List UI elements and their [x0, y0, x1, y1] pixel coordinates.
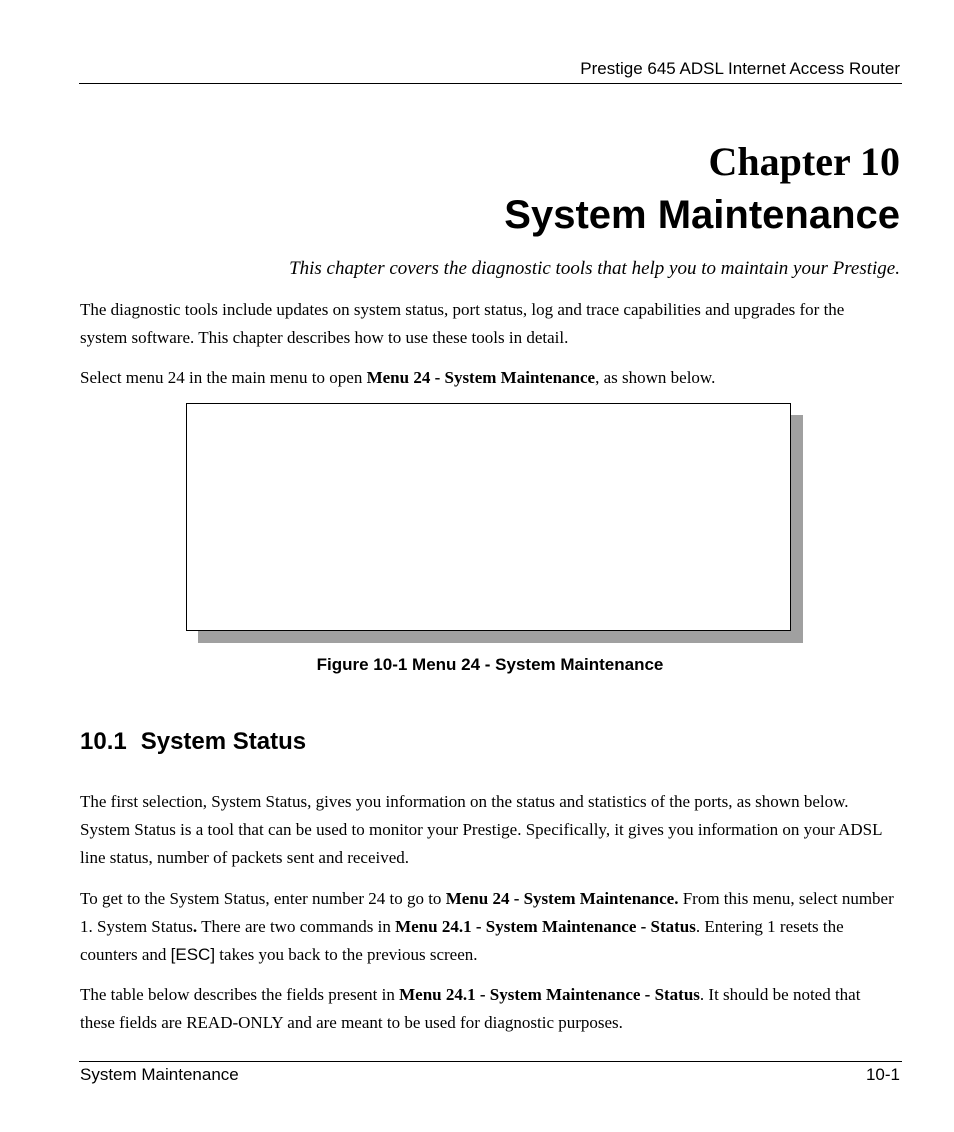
header-divider: [79, 83, 902, 84]
figure-screenshot-frame: [186, 403, 791, 631]
bold-period: .: [192, 917, 198, 936]
figure-caption: Figure 10-1 Menu 24 - System Maintenance: [316, 655, 664, 674]
text-run: , as shown below.: [595, 368, 716, 387]
chapter-intro: This chapter covers the diagnostic tools that help you to maintain your Prestige.: [289, 258, 900, 279]
header-title: Prestige 645 ADSL Internet Access Router: [580, 59, 900, 78]
chapter-title: System Maintenance: [504, 193, 900, 237]
footer-divider: [79, 1061, 902, 1062]
esc-key-label: [ESC]: [170, 945, 216, 964]
text-run: From this menu, select number 1. System Status: [80, 889, 894, 936]
text-run: To get to the System Status, enter number 24 to go to: [80, 889, 446, 908]
text-run: . Entering 1 resets the counters and: [80, 917, 844, 964]
menu-name-bold: Menu 24 - System Maintenance: [366, 368, 596, 387]
menu-name-bold: Menu 24.1 - System Maintenance - Status: [399, 985, 700, 1004]
paragraph-table-description: [80, 981, 895, 1037]
text-run: The table below describes the fields present in: [80, 985, 400, 1004]
footer-page-number: 10-1: [865, 1065, 900, 1084]
text-run: takes you back to the previous screen.: [215, 945, 478, 964]
paragraph-get-to-status: [80, 885, 895, 969]
menu-name-bold: Menu 24 - System Maintenance.: [445, 889, 679, 908]
section-heading: [80, 728, 306, 756]
text-run: Select menu 24 in the main menu to open: [80, 368, 367, 387]
menu-name-bold: Menu 24.1 - System Maintenance - Status: [395, 917, 696, 936]
paragraph-system-status-intro: The first selection, System Status, gives you information on the status and statistics of the ports, as shown below. System Status is a tool that can be used to monitor your Prestige. Specifically, it gives you information on your ADSL line status, number of packets sent and received.: [80, 792, 882, 867]
footer-chapter-name: System Maintenance: [80, 1065, 239, 1084]
chapter-number: Chapter 10: [708, 139, 900, 184]
paragraph-select-menu: [80, 364, 895, 392]
section-number: 10.1: [80, 728, 127, 755]
paragraph-diagnostic-tools: The diagnostic tools include updates on system status, port status, log and trace capabilities and upgrades for the system software. This chapter describes how to use these tools in detail.: [80, 300, 845, 347]
section-title: System Status: [140, 728, 307, 755]
text-run: . It should be noted that these fields are READ-ONLY and are meant to be used for diagnostic purposes.: [80, 985, 861, 1032]
text-run: There are two commands in: [197, 917, 396, 936]
